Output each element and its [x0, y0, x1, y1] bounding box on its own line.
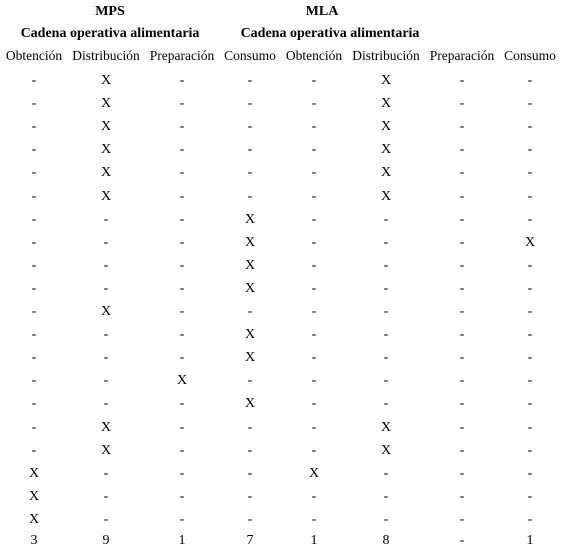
table-cell: X	[380, 119, 392, 134]
table-cell: -	[103, 396, 109, 411]
table-cell: -	[459, 212, 465, 227]
table-cell: -	[179, 258, 185, 273]
table-cell: -	[31, 420, 37, 435]
table-cell: -	[311, 327, 317, 342]
table-cell: -	[179, 189, 185, 204]
table-cell: -	[459, 258, 465, 273]
table-cell: -	[311, 212, 317, 227]
table-cell: X	[100, 73, 112, 88]
table-cell: -	[31, 212, 37, 227]
table-cell: -	[247, 119, 253, 134]
table-cell: -	[459, 73, 465, 88]
table-cell: -	[459, 281, 465, 296]
table-cell: -	[247, 420, 253, 435]
table-cell: -	[179, 281, 185, 296]
table-cell: -	[527, 466, 533, 481]
table-cell: -	[179, 142, 185, 157]
total-cell: 8	[382, 533, 390, 548]
table-cell: X	[380, 165, 392, 180]
table-cell: -	[247, 96, 253, 111]
table-cell: X	[100, 420, 112, 435]
table-cell: -	[179, 327, 185, 342]
table-cell: -	[527, 73, 533, 88]
group-title-mps: MPS	[95, 4, 125, 19]
table-cell: X	[380, 73, 392, 88]
table-cell: -	[103, 212, 109, 227]
table-cell: X	[380, 189, 392, 204]
table-cell: -	[383, 512, 389, 527]
table-cell: -	[31, 373, 37, 388]
table-cell: -	[103, 466, 109, 481]
column-header-1: Distribución	[72, 48, 140, 63]
table-cell: -	[459, 373, 465, 388]
table-cell: -	[527, 373, 533, 388]
table-cell: -	[179, 304, 185, 319]
table-cell: -	[179, 466, 185, 481]
table-cell: -	[31, 142, 37, 157]
table-cell: -	[247, 443, 253, 458]
column-header-5: Distribución	[352, 48, 420, 63]
table-cell: -	[459, 350, 465, 365]
table-cell: -	[527, 165, 533, 180]
table-cell: -	[103, 281, 109, 296]
group-subtitle-mps: Cadena operativa alimentaria	[20, 26, 200, 41]
group-title-mla: MLA	[305, 4, 339, 19]
column-header-4: Obtención	[285, 48, 343, 63]
table-cell: -	[31, 96, 37, 111]
table-cell: -	[179, 73, 185, 88]
table-cell: -	[383, 327, 389, 342]
table-cell: X	[100, 119, 112, 134]
table-cell: -	[383, 350, 389, 365]
table-cell: X	[380, 96, 392, 111]
table-cell: -	[103, 235, 109, 250]
table-cell: -	[527, 189, 533, 204]
table-cell: X	[244, 350, 256, 365]
table-cell: -	[383, 373, 389, 388]
table-cell: X	[244, 258, 256, 273]
table-cell: -	[459, 235, 465, 250]
table-cell: -	[247, 73, 253, 88]
table-cell: X	[176, 373, 188, 388]
table-cell: X	[100, 165, 112, 180]
table-cell: -	[247, 304, 253, 319]
table-cell: X	[100, 304, 112, 319]
table-cell: -	[31, 443, 37, 458]
table-cell: -	[383, 281, 389, 296]
table-cell: -	[459, 420, 465, 435]
table-cell: -	[311, 189, 317, 204]
table-cell: -	[179, 165, 185, 180]
table-cell: -	[383, 466, 389, 481]
table-cell: X	[100, 96, 112, 111]
table-cell: -	[247, 189, 253, 204]
table-cell: -	[311, 489, 317, 504]
total-cell: 9	[102, 533, 110, 548]
table-cell: X	[28, 466, 40, 481]
table-cell: -	[31, 189, 37, 204]
column-header-7: Consumo	[504, 48, 556, 63]
table-cell: -	[31, 396, 37, 411]
total-cell: 7	[246, 533, 254, 548]
table-cell: -	[103, 327, 109, 342]
table-cell: -	[311, 165, 317, 180]
table-cell: X	[380, 142, 392, 157]
table-cell: -	[527, 119, 533, 134]
group-subtitle-mla: Cadena operativa alimentaria	[240, 26, 420, 41]
column-header-3: Consumo	[224, 48, 276, 63]
table-cell: -	[311, 304, 317, 319]
table-cell: -	[459, 165, 465, 180]
table-cell: -	[31, 304, 37, 319]
table-cell: -	[311, 142, 317, 157]
table-cell: -	[179, 420, 185, 435]
table-cell: -	[247, 142, 253, 157]
table-cell: -	[527, 212, 533, 227]
table-cell: -	[179, 350, 185, 365]
table-cell: -	[459, 466, 465, 481]
table-cell: -	[383, 212, 389, 227]
column-header-0: Obtención	[5, 48, 63, 63]
total-cell: -	[459, 533, 465, 548]
table-cell: -	[31, 281, 37, 296]
table-cell: -	[527, 96, 533, 111]
total-cell: 3	[30, 533, 38, 548]
table-cell: -	[459, 443, 465, 458]
table-cell: X	[100, 142, 112, 157]
table-cell: -	[103, 512, 109, 527]
table-cell: -	[247, 165, 253, 180]
table-cell: X	[28, 512, 40, 527]
table-cell: -	[527, 327, 533, 342]
table-cell: -	[247, 373, 253, 388]
table-cell: -	[459, 489, 465, 504]
table-cell: -	[527, 512, 533, 527]
table-cell: -	[103, 258, 109, 273]
table-cell: -	[527, 258, 533, 273]
table-cell: -	[247, 489, 253, 504]
table-cell: -	[31, 235, 37, 250]
table-cell: -	[459, 142, 465, 157]
total-cell: 1	[178, 533, 186, 548]
table-cell: -	[103, 373, 109, 388]
table-cell: -	[179, 512, 185, 527]
table-cell: -	[179, 212, 185, 227]
table-cell: -	[311, 235, 317, 250]
table-cell: -	[179, 396, 185, 411]
table-cell: -	[179, 443, 185, 458]
table-cell: -	[459, 327, 465, 342]
table-cell: -	[179, 235, 185, 250]
table-cell: -	[247, 512, 253, 527]
table-cell: -	[527, 142, 533, 157]
table-cell: -	[179, 489, 185, 504]
table-cell: X	[524, 235, 536, 250]
table-cell: -	[103, 489, 109, 504]
table-cell: -	[311, 373, 317, 388]
table-cell: -	[31, 119, 37, 134]
table-cell: -	[311, 420, 317, 435]
table-cell: -	[383, 396, 389, 411]
table-cell: -	[311, 512, 317, 527]
table-cell: X	[244, 327, 256, 342]
table-cell: X	[100, 443, 112, 458]
table-cell: -	[179, 119, 185, 134]
table-cell: X	[244, 396, 256, 411]
total-cell: 1	[310, 533, 318, 548]
table-cell: -	[527, 396, 533, 411]
table-cell: -	[179, 96, 185, 111]
table-cell: -	[103, 350, 109, 365]
table-cell: -	[311, 396, 317, 411]
table-cell: -	[527, 304, 533, 319]
table-cell: -	[383, 304, 389, 319]
table-cell: -	[527, 489, 533, 504]
column-header-2: Preparación	[149, 48, 215, 63]
table-cell: -	[31, 327, 37, 342]
table-cell: -	[527, 420, 533, 435]
table-cell: -	[311, 73, 317, 88]
table-cell: -	[459, 304, 465, 319]
table-cell: X	[244, 235, 256, 250]
table-cell: -	[31, 350, 37, 365]
table-cell: X	[244, 212, 256, 227]
table-cell: -	[459, 119, 465, 134]
table-cell: X	[100, 189, 112, 204]
table-cell: -	[383, 258, 389, 273]
table-cell: -	[311, 258, 317, 273]
total-cell: 1	[526, 533, 534, 548]
table-cell: X	[380, 443, 392, 458]
table-cell: -	[31, 165, 37, 180]
table-cell: -	[311, 119, 317, 134]
table-cell: -	[527, 443, 533, 458]
table-cell: -	[459, 96, 465, 111]
table-cell: -	[311, 443, 317, 458]
table-cell: -	[383, 489, 389, 504]
table-cell: X	[308, 466, 320, 481]
table-cell: -	[311, 281, 317, 296]
table-cell: -	[31, 73, 37, 88]
table-cell: -	[527, 350, 533, 365]
table-cell: -	[31, 258, 37, 273]
table-cell: -	[459, 512, 465, 527]
table-cell: -	[459, 189, 465, 204]
table-cell: -	[247, 466, 253, 481]
table-cell: -	[527, 281, 533, 296]
table-cell: X	[380, 420, 392, 435]
table-cell: -	[459, 396, 465, 411]
table-cell: X	[28, 489, 40, 504]
table-cell: X	[244, 281, 256, 296]
column-header-6: Preparación	[429, 48, 495, 63]
table-cell: -	[311, 96, 317, 111]
table-cell: -	[383, 235, 389, 250]
table-cell: -	[311, 350, 317, 365]
